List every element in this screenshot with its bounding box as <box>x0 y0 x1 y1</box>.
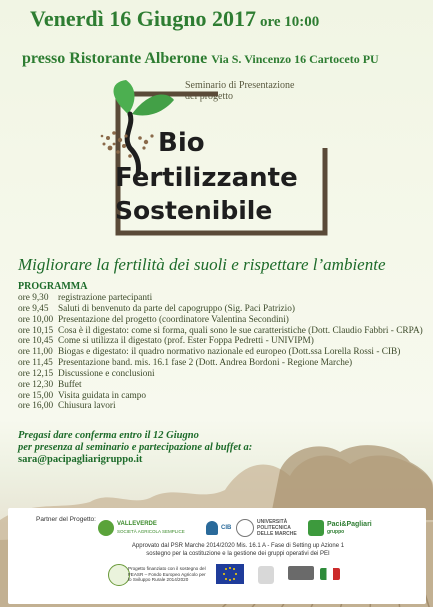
program-time: ore 11,00 <box>18 347 53 358</box>
partner-valleverde-name: VALLEVERDE <box>117 520 157 527</box>
partner-univpm-name: UNIVERSITÀ POLITECNICA DELLE MARCHE <box>257 519 297 537</box>
program-time: ore 11,45 <box>18 358 53 369</box>
event-venue: presso Ristorante Alberone <box>22 50 208 67</box>
cib-logo-icon <box>206 521 218 535</box>
italian-republic-emblem-icon <box>258 566 274 584</box>
program-row <box>18 336 428 347</box>
partner-univpm <box>236 514 305 542</box>
program-row <box>18 401 428 412</box>
program-time: ore 9,45 <box>18 303 49 314</box>
partner-valleverde <box>98 514 185 542</box>
partner-cib <box>206 514 231 542</box>
program-row <box>18 304 428 315</box>
university-seal-icon <box>236 519 254 537</box>
partner-valleverde-sub: SOCIETÀ AGRICOLA SEMPLICE <box>117 528 185 534</box>
event-date: Venerdì 16 Giugno 2017 <box>30 6 256 31</box>
eu-flag-icon <box>216 564 244 584</box>
program-time: ore 16,00 <box>18 401 54 412</box>
event-venue-line <box>22 50 432 68</box>
tagline: Migliorare la fertilità dei suoli e rispettare l’ambiente <box>18 255 386 274</box>
paci-pagliari-logo-icon <box>308 520 324 536</box>
program-row <box>18 369 428 380</box>
logo-title-sostenibile: Sostenibile <box>115 196 273 225</box>
program-description: Presentazione band. mis. 16.1 fase 2 (Dott. Andrea Bordoni - Regione Marche) <box>58 358 353 369</box>
program-description: Discussione e conclusioni <box>58 368 155 379</box>
program-row <box>18 380 428 391</box>
funding-text: Progetto finanziato con il sostegno del FEASR – Fondo Europeo Agricolo per lo Sviluppo Rurale 2014/2020 <box>128 566 206 582</box>
program-list <box>18 293 428 412</box>
program-row <box>18 347 428 358</box>
seminar-subtitle-line2: del progetto <box>185 91 234 102</box>
confirmation-line2: per presenza al seminario e partecipazione al buffet a: <box>18 442 253 453</box>
approval-line2: sostegno per la costituzione e la gestione dei gruppi operativi dei PEI <box>146 550 330 557</box>
event-time: ore 10:00 <box>259 14 320 30</box>
program-time: ore 10,15 <box>18 325 54 336</box>
logo-title-fertilizzante: Fertilizzante <box>115 163 298 193</box>
marche-region-logo-icon <box>288 566 314 580</box>
program-time: ore 9,30 <box>18 293 49 303</box>
program-description: Chiusura lavori <box>58 401 116 412</box>
partner-paci-pagliari <box>308 514 372 542</box>
leaf-logo-icon <box>98 520 114 536</box>
program-row <box>18 293 428 304</box>
program-description: Cosa è il digestato: come si forma, quali sono le sue caratteristiche (Dott. Claudio Fabbri - CRPA) <box>58 325 423 336</box>
program-description: Biogas e digestato: il quadro normativo nazionale ed europeo (Dott.ssa Lorella Rossi - CIB) <box>58 347 401 358</box>
program-description: registrazione partecipanti <box>58 293 153 303</box>
program-time: ore 15,00 <box>18 390 54 401</box>
event-address: Via S. Vincenzo 16 Cartoceto PU <box>211 52 379 66</box>
approval-text <box>108 543 368 558</box>
program-row <box>18 326 428 337</box>
seminar-subtitle-line1: Seminario di Presentazione <box>185 80 295 91</box>
logo-title-bio: Bio <box>158 128 205 158</box>
program-time: ore 10,00 <box>18 314 54 325</box>
partners-panel <box>8 508 426 604</box>
program-row <box>18 358 428 369</box>
partners-label: Partner del Progetto: <box>36 516 96 523</box>
program-description: Saluti di benvenuto da parte del capogruppo (Sig. Paci Patrizio) <box>58 303 296 314</box>
program-description: Buffet <box>58 379 82 390</box>
right-leaf-icon <box>132 95 174 116</box>
program-title: PROGRAMMA <box>18 281 88 292</box>
italy-flag-icon <box>320 568 340 580</box>
program-time: ore 12,30 <box>18 379 54 390</box>
program-row <box>18 315 428 326</box>
contact-email[interactable]: sara@pacipagliarigruppo.it <box>18 454 143 465</box>
program-description: Come si utilizza il digestato (prof. Ester Foppa Pedretti - UNIVIPM) <box>58 336 314 347</box>
program-row <box>18 391 428 402</box>
partner-paci-pagliari-name: Paci&Pagliari <box>327 520 372 528</box>
program-time: ore 10,45 <box>18 336 54 347</box>
program-description: Presentazione del progetto (coordinatore Valentina Secondini) <box>58 314 289 325</box>
confirmation-text <box>18 430 318 454</box>
event-date-line <box>30 6 430 32</box>
program-description: Visita guidata in campo <box>58 390 146 401</box>
approval-line1: Approvato dal PSR Marche 2014/2020 Mis. 16.1 A - Fase di Setting up Azione 1 <box>131 543 345 549</box>
program-time: ore 12,15 <box>18 368 54 379</box>
confirmation-line1: Pregasi dare conferma entro il 12 Giugno <box>18 430 199 441</box>
rural-development-emblem-icon <box>108 564 130 586</box>
partner-paci-pagliari-sub: gruppo <box>327 528 345 535</box>
partner-cib-name: CIB <box>221 524 232 531</box>
